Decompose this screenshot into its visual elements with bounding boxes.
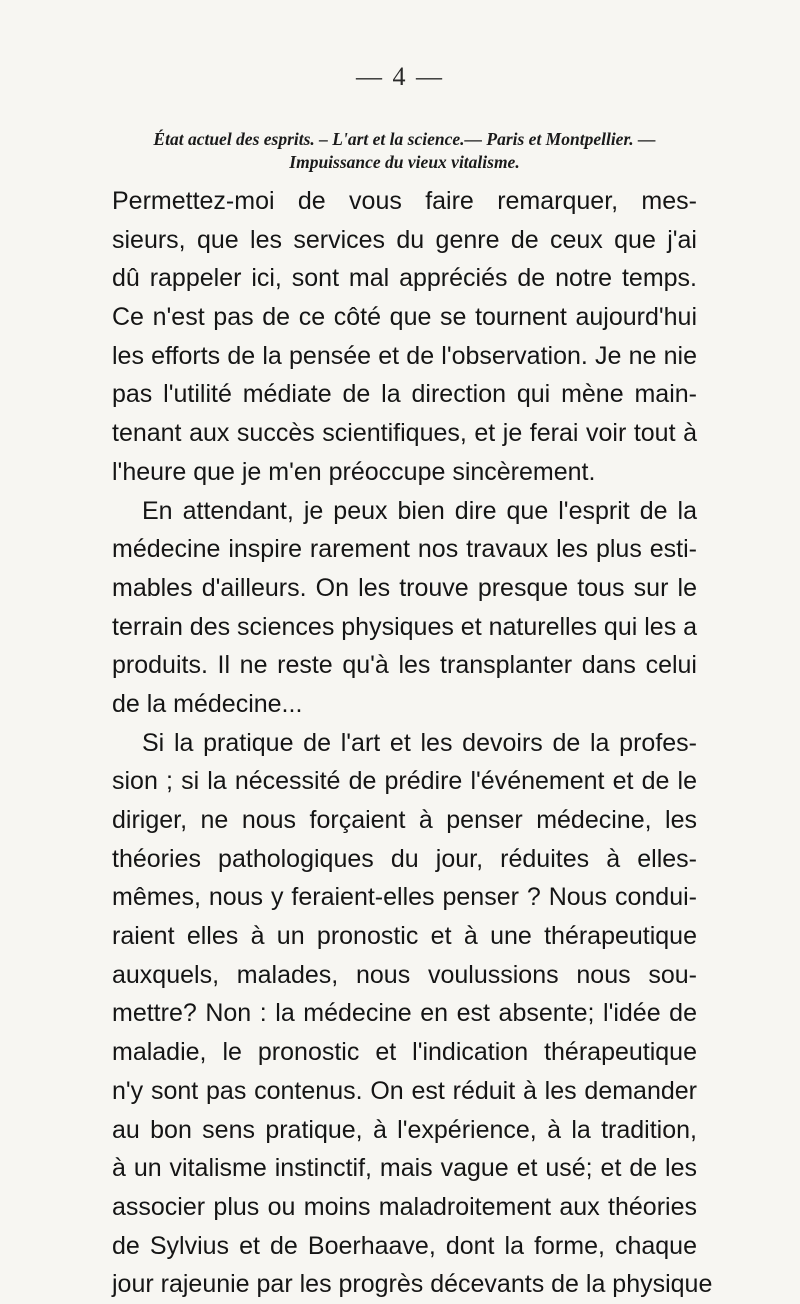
text-line: au bon sens pratique, à l'expérience, à la tradition, bbox=[112, 1115, 697, 1144]
paragraph-1 bbox=[112, 182, 697, 492]
summary-line: État actuel des esprits. – L'art et la science.— Paris et Montpellier. — bbox=[153, 129, 656, 149]
text-line: tenant aux succès scientifiques, et je ferai voir tout à bbox=[112, 419, 697, 448]
summary-line: Impuissance du vieux vitalisme. bbox=[289, 152, 520, 172]
text-line: jour rajeunie par les progrès décevants de la physique bbox=[112, 1270, 713, 1299]
text-line: l'heure que je m'en préoccupe sincèrement. bbox=[112, 457, 596, 486]
text-line: produits. Il ne reste qu'à les transplanter dans celui bbox=[112, 651, 697, 680]
text-line: de la médecine... bbox=[112, 689, 303, 718]
text-line: de Sylvius et de Boerhaave, dont la forme, chaque bbox=[112, 1231, 697, 1260]
body-text bbox=[112, 182, 713, 1304]
text-line: mêmes, nous y feraient-elles penser ? Nous condui- bbox=[112, 883, 697, 912]
text-line: Permettez-moi de vous faire remarquer, mes- bbox=[112, 187, 697, 215]
text-line: Si la pratique de l'art et les devoirs de la profes- bbox=[142, 728, 697, 757]
text-line: maladie, le pronostic et l'indication thérapeutique bbox=[112, 1038, 697, 1067]
text-line: les efforts de la pensée et de l'observation. Je ne nie bbox=[112, 341, 697, 370]
text-line: En attendant, je peux bien dire que l'esprit de la bbox=[142, 496, 697, 525]
text-line: médecine inspire rarement nos travaux les plus esti- bbox=[112, 535, 697, 564]
text-line: théories pathologiques du jour, réduites à elles- bbox=[112, 844, 697, 873]
text-line: n'y sont pas contenus. On est réduit à les demander bbox=[112, 1076, 697, 1105]
text-line: auxquels, malades, nous voulussions nous sou- bbox=[112, 960, 697, 989]
paragraph-3 bbox=[112, 724, 713, 1304]
text-line: associer plus ou moins maladroitement aux théories bbox=[112, 1192, 697, 1221]
text-line: diriger, ne nous forçaient à penser médecine, les bbox=[112, 806, 697, 834]
text-line: sieurs, que les services du genre de ceux que j'ai bbox=[112, 225, 697, 254]
text-line: mettre? Non : la médecine en est absente; l'idée de bbox=[112, 999, 697, 1028]
text-line: terrain des sciences physiques et naturelles qui les a bbox=[112, 612, 698, 641]
text-line: à un vitalisme instinctif, mais vague et usé; et de les bbox=[112, 1154, 697, 1183]
chapter-summary bbox=[112, 128, 697, 174]
page-number: — 4 — bbox=[356, 62, 444, 91]
text-line: raient elles à un pronostic et à une thérapeutique bbox=[112, 922, 697, 951]
text-line: mables d'ailleurs. On les trouve presque tous sur le bbox=[112, 573, 697, 602]
text-line: pas l'utilité médiate de la direction qui mène main- bbox=[112, 380, 697, 409]
text-line: Ce n'est pas de ce côté que se tournent aujourd'hui bbox=[112, 303, 697, 332]
text-line: sion ; si la nécessité de prédire l'événement et de le bbox=[112, 767, 697, 796]
paragraph-2 bbox=[112, 492, 697, 724]
text-line: dû rappeler ici, sont mal appréciés de notre temps. bbox=[112, 264, 697, 293]
